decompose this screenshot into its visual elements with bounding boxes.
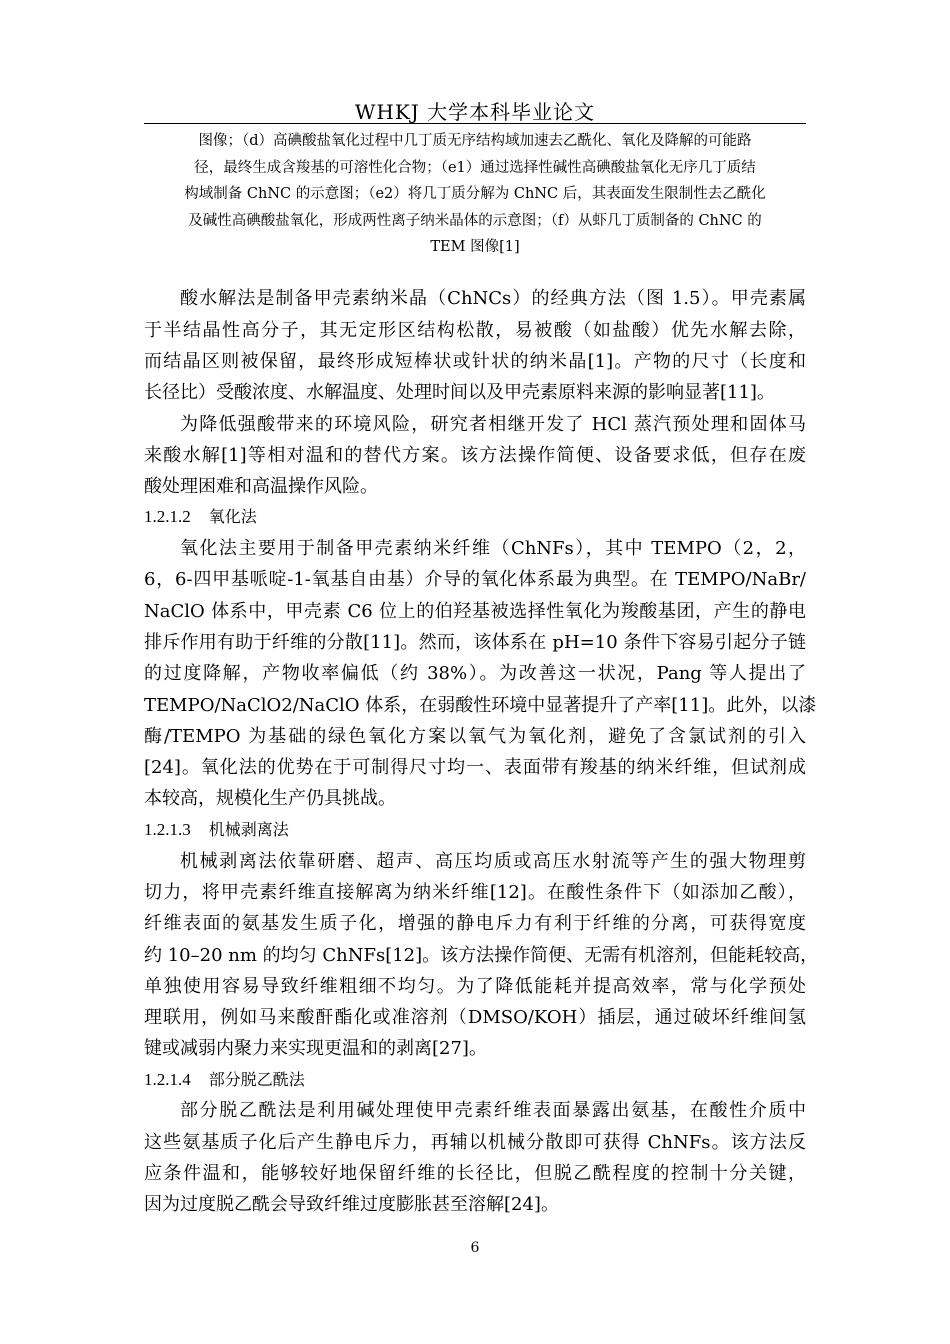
paragraph-line: 排斥作用有助于纤维的分散[11]。然而，该体系在 pH=10 条件下容易引起分子链 [144, 632, 806, 653]
paragraph-line: 6，6-四甲基哌啶-1-氧基自由基）介导的氧化体系最为典型。在 TEMPO/NaBr/ [144, 569, 806, 590]
header-divider [144, 123, 806, 124]
caption-line: 径，最终生成含羧基的可溶性化合物；（e1）通过选择性碱性高碘酸盐氧化无序几丁质结 [194, 159, 756, 176]
paragraph-line: 而结晶区则被保留，最终形成短棒状或针状的纳米晶[1]。产物的尺寸（长度和 [144, 351, 806, 372]
paragraph-line: 长径比）受酸浓度、水解温度、处理时间以及甲壳素原料来源的影响显著[11]。 [144, 382, 775, 403]
paragraph-line: 这些氨基质子化后产生静电斥力，再辅以机械分散即可获得 ChNFs。该方法反 [144, 1132, 806, 1153]
section-number: 1.2.1.2 [144, 507, 191, 526]
paragraph-line: 酸处理困难和高温操作风险。 [144, 476, 378, 497]
paragraph-line: 因为过度脱乙酰会导致纤维过度膨胀甚至溶解[24]。 [144, 1194, 559, 1215]
caption-line: TEM 图像[1] [430, 239, 520, 256]
paragraph-line: 酶/TEMPO 为基础的绿色氧化方案以氧气为氧化剂，避免了含氯试剂的引入 [144, 726, 806, 747]
section-title: 机械剥离法 [208, 820, 289, 839]
caption-line: 图像；（d）高碘酸盐氧化过程中几丁质无序结构域加速去乙酰化、氧化及降解的可能路 [198, 133, 752, 149]
paragraph-line: 机械剥离法依靠研磨、超声、高压均质或高压水射流等产生的强大物理剪 [180, 851, 806, 872]
paragraph-line: 来酸水解[1]等相对温和的替代方案。该方法操作简便、设备要求低，但存在废 [144, 445, 806, 466]
figure-caption [144, 128, 806, 261]
section-number: 1.2.1.4 [144, 1070, 191, 1089]
paragraph-line: 于半结晶性高分子，其无定形区结构松散，易被酸（如盐酸）优先水解去除， [144, 320, 806, 341]
paragraph-line: 的过度降解，产物收率偏低（约 38%）。为改善这一状况，Pang 等人提出了 [144, 663, 806, 684]
paragraph-line: 本较高，规模化生产仍具挑战。 [144, 788, 396, 809]
section-title: 氧化法 [208, 507, 257, 526]
caption-line: 及碱性高碘酸盐氧化，形成两性离子纳米晶体的示意图；（f）从虾几丁质制备的 ChNC 的 [188, 212, 762, 229]
paragraph-line: 约 10–20 nm 的均匀 ChNFs[12]。该方法操作简便、无需有机溶剂，但能耗较高， [144, 945, 819, 966]
paragraph-line: 理联用，例如马来酸酐酯化或准溶剂（DMSO/KOH）插层，通过破坏纤维间氢 [144, 1007, 806, 1028]
paragraph-line: 氧化法主要用于制备甲壳素纳米纤维（ChNFs），其中 TEMPO（2，2， [180, 538, 806, 559]
paragraph-line: NaClO 体系中，甲壳素 C6 位上的伯羟基被选择性氧化为羧酸基团，产生的静电 [144, 601, 806, 622]
paragraph-line: 为降低强酸带来的环境风险，研究者相继开发了 HCl 蒸汽预处理和固体马 [180, 414, 806, 435]
paragraph-line: 酸水解法是制备甲壳素纳米晶（ChNCs）的经典方法（图 1.5）。甲壳素属 [180, 288, 806, 309]
caption-line: 构域制备 ChNC 的示意图；（e2）将几丁质分解为 ChNC 后，其表面发生限制性去乙酰化 [184, 186, 766, 203]
section-heading [144, 506, 257, 528]
paragraph-line: 键或减弱内聚力来实现更温和的剥离[27]。 [144, 1038, 487, 1059]
paragraph-line: 切力，将甲壳素纤维直接解离为纳米纤维[12]。在酸性条件下（如添加乙酸）， [144, 882, 806, 903]
paragraph-line: [24]。氧化法的优势在于可制得尺寸均一、表面带有羧基的纳米纤维，但试剂成 [144, 757, 806, 778]
paragraph-line: 纤维表面的氨基发生质子化，增强的静电斥力有利于纤维的分离，可获得宽度 [144, 913, 806, 934]
paragraph-line: 部分脱乙酰法是利用碱处理使甲壳素纤维表面暴露出氨基，在酸性介质中 [180, 1100, 806, 1121]
paragraph-line: TEMPO/NaClO2/NaClO 体系，在弱酸性环境中显著提升了产率[11]。此外，以漆 [144, 695, 817, 716]
section-number: 1.2.1.3 [144, 820, 191, 839]
paragraph-line: 应条件温和，能够较好地保留纤维的长径比，但脱乙酰程度的控制十分关键， [144, 1163, 806, 1184]
page-number: 6 [470, 1240, 480, 1256]
section-heading [144, 1069, 305, 1091]
page-header-title: WHKJ 大学本科毕业论文 [354, 100, 596, 124]
section-heading [144, 819, 289, 841]
section-title: 部分脱乙酰法 [208, 1070, 305, 1089]
paragraph-line: 单独使用容易导致纤维粗细不均匀。为了降低能耗并提高效率，常与化学预处 [144, 976, 806, 997]
